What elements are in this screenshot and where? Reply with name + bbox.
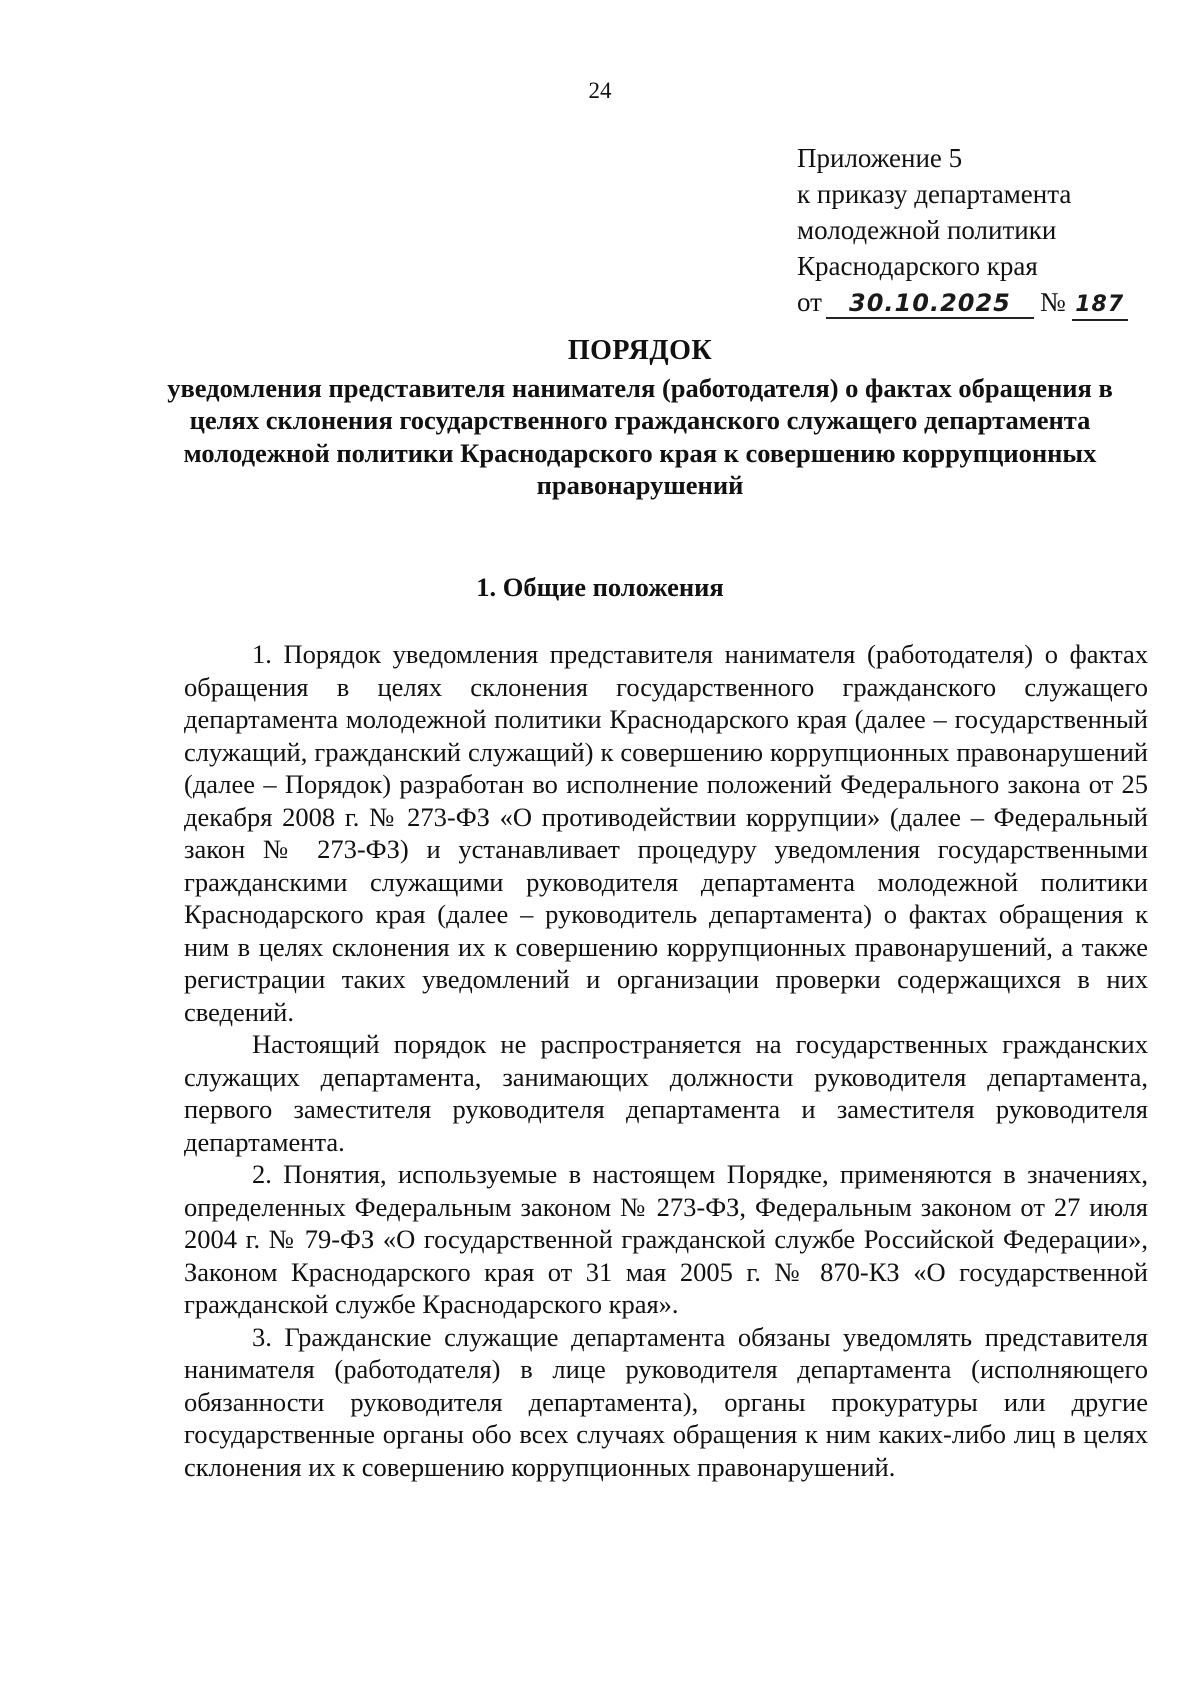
body-text	[184, 638, 1148, 1483]
appendix-line-2: к приказу департамента	[797, 179, 1072, 209]
page-number: 24	[588, 78, 612, 103]
appendix-block	[797, 140, 1128, 321]
appendix-line-1: Приложение 5	[797, 143, 963, 173]
paragraph: 3. Гражданские служащие департамента обязаны уведомлять представителя нанимателя (работодателя) в лице руководителя департамента (исполняющего обязанности руководителя департамента), органы прокуратуры или другие государственные органы обо всех случаях обращения к ним каких-либо лиц в целях склонения их к совершению коррупционных правонарушений.	[184, 1321, 1148, 1482]
paragraph: Настоящий порядок не распространяется на государственных гражданских служащих департамента, занимающих должности руководителя департамента, первого заместителя руководителя департамента и заместителя руководителя департамента.	[184, 1029, 1148, 1157]
handwritten-date: 30.10.2025	[826, 289, 1034, 319]
number-prefix: №	[1039, 287, 1066, 317]
appendix-line-3: молодежной политики	[797, 215, 1057, 245]
section-heading: 1. Общие положения	[476, 572, 724, 602]
document-title	[160, 335, 1120, 502]
appendix-date-line	[797, 284, 1128, 321]
date-prefix: от	[797, 287, 822, 317]
title-subtitle: уведомления представителя нанимателя (работодателя) о фактах обращения в целях склонения государственного гражданского служащего департамента молодежной политики Краснодарского края к совершению коррупционных правонарушений	[167, 372, 1113, 500]
paragraph: 1. Порядок уведомления представителя нанимателя (работодателя) о фактах обращения в целях склонения государственного гражданского служащего департамента молодежной политики Краснодарского края (далее – государственный служащий, гражданский служащий) к совершению коррупционных правонарушений (далее – Порядок) разработан во исполнение положений Федерального закона от 25 декабря 2008 г. № 273-ФЗ «О противодействии коррупции» (далее – Федеральный закон № 273-ФЗ) и устанавливает процедуру уведомления государственными гражданскими служащими руководителя департамента молодежной политики Краснодарского края (далее – руководитель департамента) о фактах обращения к ним в целях склонения их к совершению коррупционных правонарушений, а также регистрации таких уведомлений и организации проверки содержащихся в них сведений.	[184, 639, 1148, 1027]
handwritten-number: 187	[1072, 291, 1128, 321]
title-main: ПОРЯДОК	[567, 335, 713, 366]
appendix-line-4: Краснодарского края	[797, 251, 1038, 281]
paragraph: 2. Понятия, используемые в настоящем Порядке, применяются в значениях, определенных Федеральным законом № 273-ФЗ, Федеральным законом от 27 июля 2004 г. № 79-ФЗ «О государственной гражданской службе Российской Федерации», Законом Краснодарского края от 31 мая 2005 г. № 870-КЗ «О государственной гражданской службе Краснодарского края».	[184, 1159, 1148, 1319]
